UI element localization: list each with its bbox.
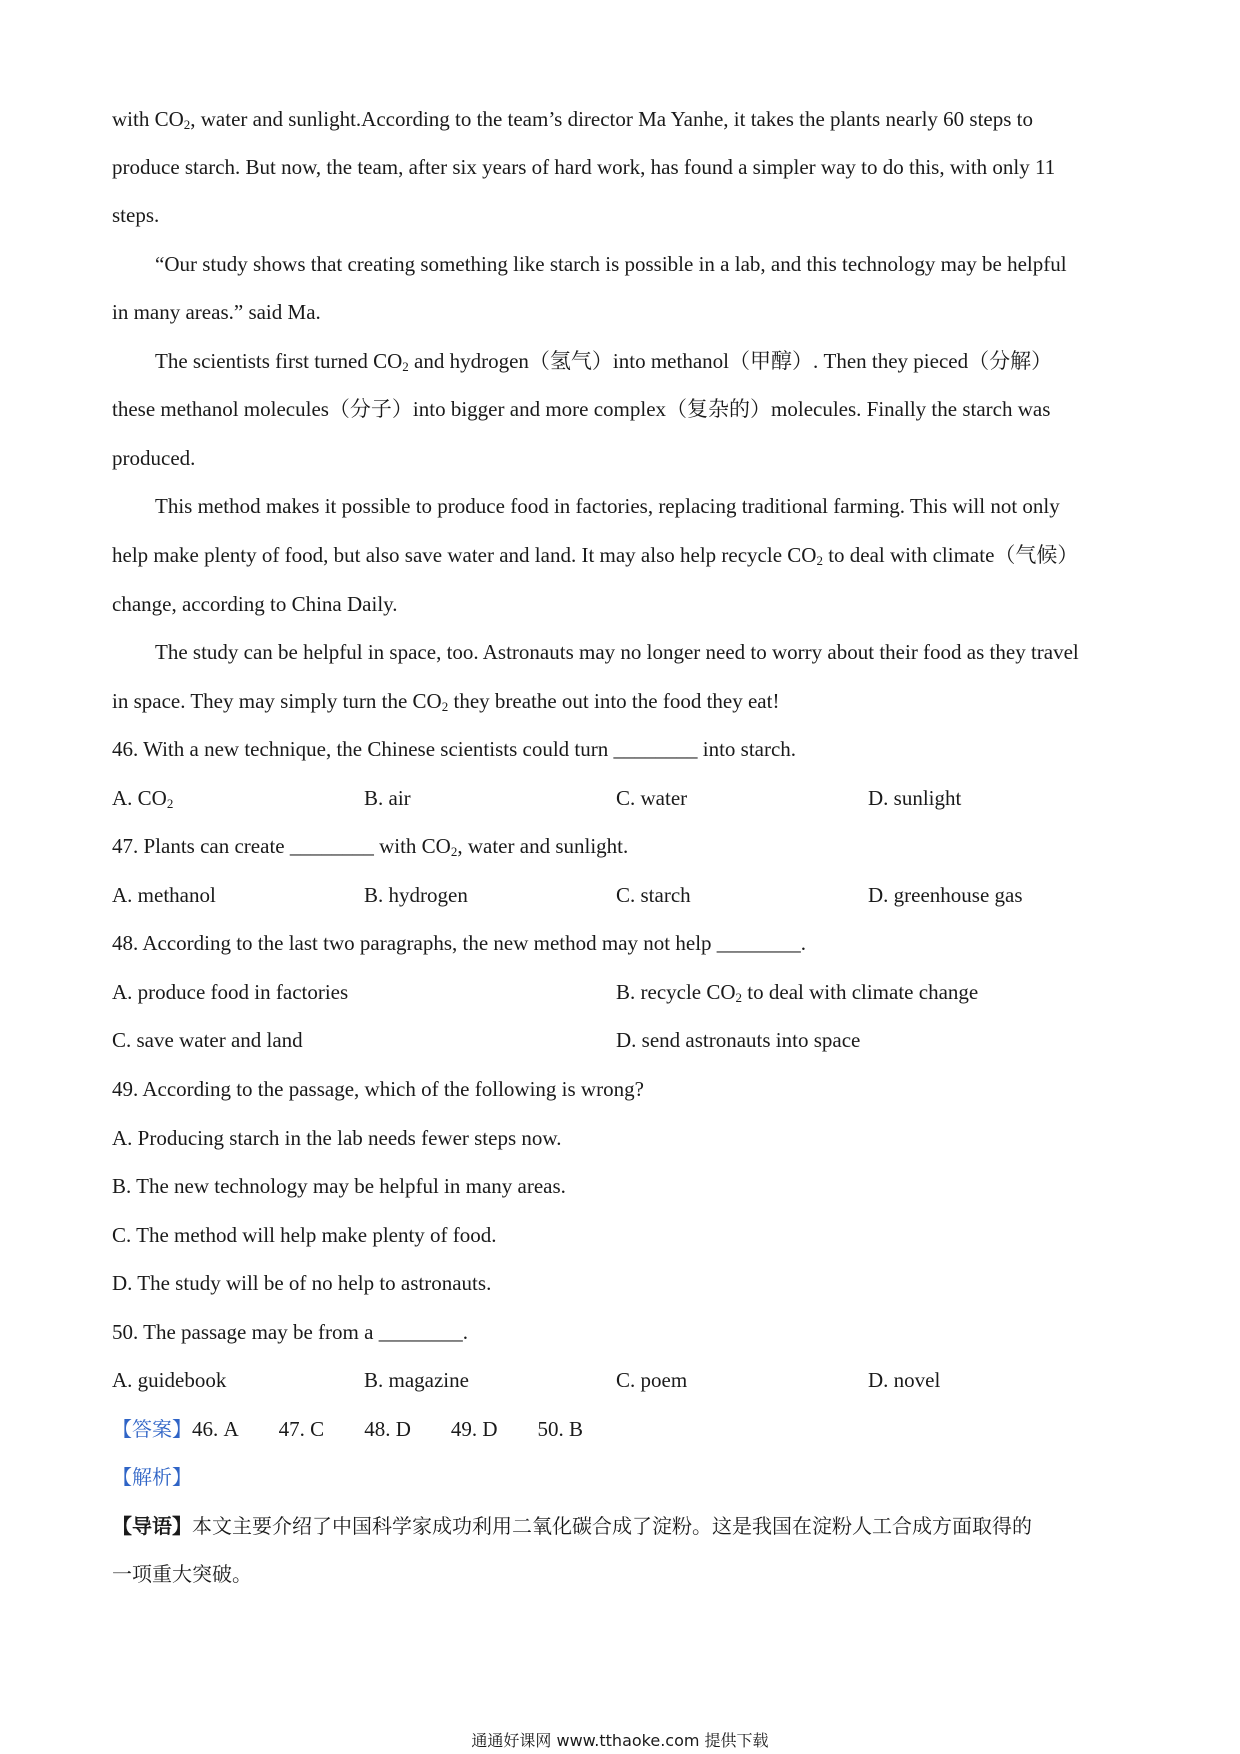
question-49: 49. According to the passage, which of the following is wrong? bbox=[112, 1077, 644, 1101]
question-46: 46. With a new technique, the Chinese scientists could turn ________ into starch. bbox=[112, 737, 797, 761]
option-50-b: B. magazine bbox=[364, 1368, 469, 1392]
answer-50: 50. B bbox=[537, 1417, 584, 1441]
option-49-c: C. The method will help make plenty of food. bbox=[112, 1223, 497, 1247]
analysis-label-line bbox=[112, 1462, 1132, 1492]
question-47: 47. Plants can create ________ with $CO_2$, water and sunlight. bbox=[112, 834, 629, 859]
option-50-c: C. poem bbox=[616, 1368, 688, 1392]
option-46-d: D. sunlight bbox=[868, 786, 962, 810]
option-49-a: A. Producing starch in the lab needs fewer steps now. bbox=[112, 1126, 562, 1150]
option-47-a: A. methanol bbox=[112, 883, 216, 907]
question-48: 48. According to the last two paragraphs, the new method may not help ________. bbox=[112, 931, 807, 955]
intro-line: 【导语】本文主要介绍了中国科学家成功利用二氧化碳合成了淀粉。这是我国在淀粉人工合成方面取得的 bbox=[112, 1514, 1032, 1538]
answer-label: 【答案】 bbox=[112, 1417, 192, 1441]
passage-line: “Our study shows that creating something like starch is possible in a lab, and this technology may be helpful bbox=[155, 252, 1067, 276]
analysis-label: 【解析】 bbox=[112, 1465, 192, 1489]
option-48-c: C. save water and land bbox=[112, 1028, 303, 1052]
option-46-a: A. $CO_2$ bbox=[112, 786, 174, 811]
intro-label: 【导语】 bbox=[112, 1514, 192, 1538]
option-48-a: A. produce food in factories bbox=[112, 980, 349, 1004]
passage-line: these methanol molecules（分子）into bigger and more complex（复杂的）molecules. Finally the starch was bbox=[112, 397, 1051, 421]
page-footer: 通通好课网 www.tthaoke.com 提供下载 bbox=[471, 1731, 769, 1750]
option-47-b: B. hydrogen bbox=[364, 883, 468, 907]
question-50: 50. The passage may be from a ________. bbox=[112, 1320, 468, 1344]
passage-line: with $CO_2$, water and sunlight.According to the team’s director Ma Yanhe, it takes the plants nearly 60 steps to bbox=[112, 107, 1033, 132]
option-48-b: B. recycle $CO_2$ to deal with climate change bbox=[616, 980, 979, 1005]
option-50-d: D. novel bbox=[868, 1368, 941, 1392]
passage-line: The study can be helpful in space, too. Astronauts may no longer need to worry about their food as they travel bbox=[155, 640, 1079, 664]
answer-line bbox=[112, 1414, 1132, 1444]
answer-49: 49. D bbox=[450, 1417, 498, 1441]
option-46-c: C. water bbox=[616, 786, 688, 810]
passage-line: The scientists first turned $CO_2$ and hydrogen（氢气）into methanol（甲醇）. Then they pieced（分解） bbox=[155, 349, 1053, 374]
passage-line: produce starch. But now, the team, after six years of hard work, has found a simpler way to do this, with only 11 bbox=[112, 155, 1056, 179]
intro-line: 一项重大突破。 bbox=[112, 1562, 252, 1586]
option-46-b: B. air bbox=[364, 786, 411, 810]
passage-line: change, according to China Daily. bbox=[112, 592, 398, 616]
passage-line: steps. bbox=[112, 203, 160, 227]
option-48-d: D. send astronauts into space bbox=[616, 1028, 861, 1052]
answer-47: 47. C bbox=[278, 1417, 325, 1441]
option-49-b: B. The new technology may be helpful in many areas. bbox=[112, 1174, 566, 1198]
answer-48: 48. D bbox=[364, 1417, 411, 1441]
passage-line: help make plenty of food, but also save water and land. It may also help recycle $CO_2$ to deal with climate（气候） bbox=[112, 543, 1079, 568]
passage-line: in many areas.” said Ma. bbox=[112, 300, 321, 324]
answer-46: 46. A bbox=[192, 1417, 239, 1441]
option-50-a: A. guidebook bbox=[112, 1368, 227, 1392]
passage-line: in space. They may simply turn the $CO_2$ they breathe out into the food they eat! bbox=[112, 689, 780, 714]
passage-line: produced. bbox=[112, 446, 196, 470]
passage-line: This method makes it possible to produce food in factories, replacing traditional farming. This will not only bbox=[155, 494, 1060, 518]
option-49-d: D. The study will be of no help to astronauts. bbox=[112, 1271, 492, 1295]
option-47-d: D. greenhouse gas bbox=[868, 883, 1023, 907]
option-47-c: C. starch bbox=[616, 883, 691, 907]
